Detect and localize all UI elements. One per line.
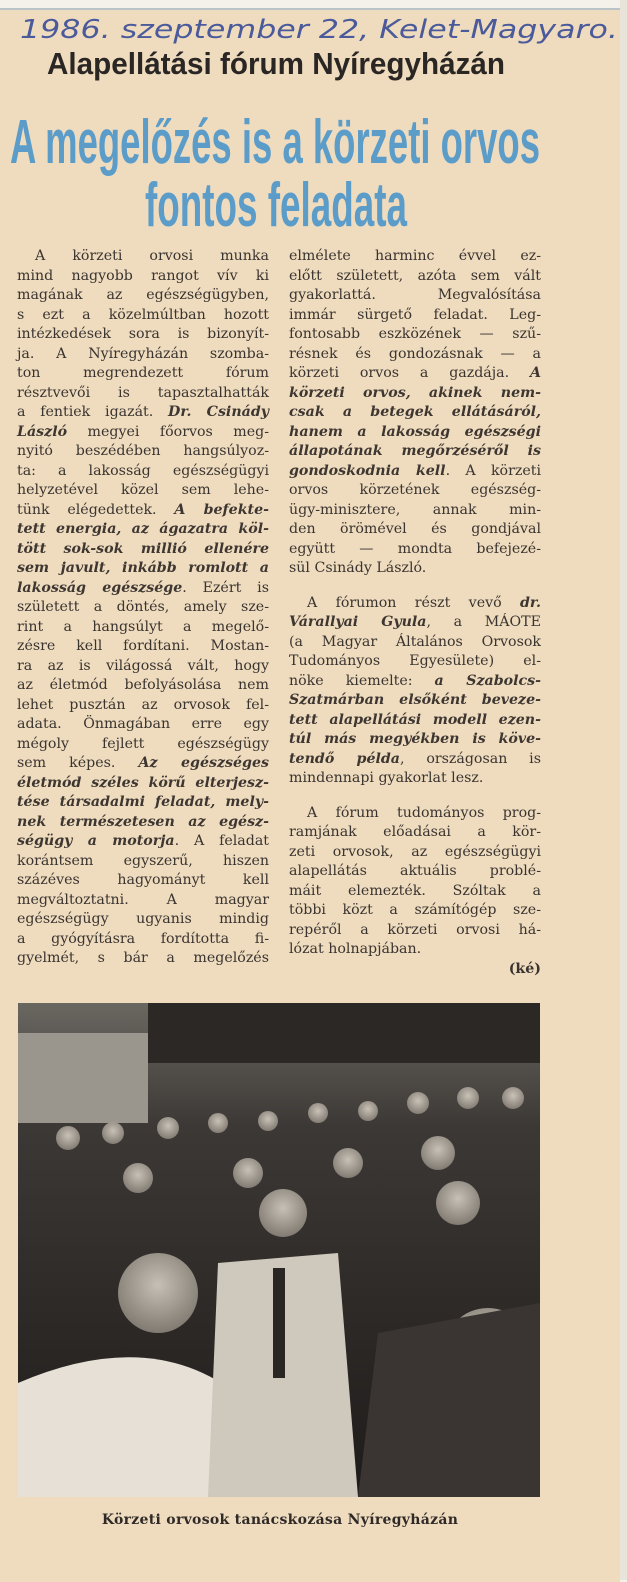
photo-caption: Körzeti orvosok tanácskozása Nyíregyházán	[101, 1512, 459, 1528]
emphasis-text: László	[17, 423, 68, 440]
body-text: résnek és gondozásnak — a	[289, 345, 541, 362]
body-text: többi közt a számítógép sze-	[289, 902, 541, 918]
text-line	[17, 403, 269, 423]
article-column-1	[17, 247, 269, 984]
body-text: egészségügy ugyanis mindig	[17, 911, 269, 927]
body-text: mind nagyobb rangot vív ki	[17, 267, 269, 284]
text-line	[289, 901, 541, 921]
text-line	[17, 715, 269, 735]
emphasis-text: életmód széles körű elterjesz-	[17, 774, 269, 791]
body-text: . A körzeti	[445, 462, 541, 479]
emphasis-text: tendő példa	[289, 750, 400, 767]
text-line	[17, 579, 269, 599]
text-line	[289, 691, 541, 711]
text-line	[17, 735, 269, 755]
body-text: immár sürgető feladat. Leg-	[289, 306, 541, 323]
article-paragraph	[17, 247, 269, 969]
text-line	[17, 696, 269, 716]
emphasis-text: tött sok-sok millió ellenére	[17, 540, 269, 557]
body-text: , a MÁOTE	[426, 614, 541, 630]
text-line	[17, 891, 269, 911]
emphasis-text: tése társadalmi feladat, mely-	[17, 794, 269, 810]
text-line	[289, 403, 541, 423]
body-text: a gyógyításra fordította fi-	[17, 930, 269, 947]
body-text: lehet pusztán az orvosok fel-	[17, 696, 269, 713]
text-line	[17, 598, 269, 618]
text-line	[17, 306, 269, 326]
body-text: elmélete harminc évvel ez-	[289, 248, 541, 264]
body-text: sül Csinády László.	[289, 560, 427, 576]
body-text: a fentiek igazát.	[17, 404, 169, 420]
text-line	[17, 813, 269, 833]
emphasis-text: tett energia, az ágazatra köl-	[17, 521, 269, 537]
text-line	[17, 345, 269, 365]
body-text: . Ezért is	[182, 579, 269, 596]
text-line	[17, 540, 269, 560]
text-line	[17, 247, 269, 267]
emphasis-text: állapotának megőrzéséről is	[289, 443, 541, 459]
body-text: rint a hangsúlyt a megelő-	[17, 618, 269, 635]
emphasis-text: Várallyai Gyula	[289, 614, 427, 630]
body-text: ta: a lakosság egészségügyi	[17, 462, 269, 479]
emphasis-text: tett alapellátási modell ezen-	[289, 711, 541, 728]
text-line	[289, 711, 541, 731]
text-line	[17, 481, 269, 501]
text-line	[289, 750, 541, 770]
body-text: repéről a körzeti orvosi há-	[289, 921, 541, 938]
body-text: mégoly fejlett egészségügy	[17, 735, 269, 752]
article-photo	[18, 1003, 540, 1497]
text-line	[289, 520, 541, 540]
body-text: fontosabb eszközének — szű-	[289, 326, 541, 342]
body-text: orvos körzetének egészség-	[289, 482, 541, 498]
text-line	[17, 384, 269, 404]
body-text: nyitó beszédében hangsúlyoz-	[17, 443, 269, 459]
text-line	[17, 520, 269, 540]
body-text: lózat holnapjában.	[289, 941, 422, 957]
text-line	[17, 949, 269, 969]
emphasis-text: csak a betegek ellátásáról,	[289, 404, 541, 420]
text-line	[17, 910, 269, 930]
body-text: ügy-minisztere, annak min-	[289, 501, 541, 518]
text-line	[289, 384, 541, 404]
article-column-2	[289, 247, 541, 979]
text-line	[289, 843, 541, 863]
text-line	[17, 442, 269, 462]
author-signature: (ké)	[508, 960, 541, 977]
emphasis-text: dr.	[519, 594, 541, 611]
emphasis-text: nek természetesen az egész-	[17, 813, 269, 830]
text-line	[17, 676, 269, 696]
text-line	[289, 652, 541, 672]
text-line	[17, 774, 269, 794]
emphasis-text: ségügy a motorja	[17, 833, 175, 849]
emphasis-text: hanem a lakosság egészségi	[289, 423, 541, 440]
text-line	[17, 462, 269, 482]
body-text: résztvevői is tapasztalhatták	[17, 384, 269, 401]
text-line	[17, 267, 269, 287]
headline-line-2: fontos feladata	[145, 171, 408, 240]
body-text: mindennapi gyakorlat lesz.	[289, 770, 484, 786]
handwritten-note: 1986. szeptember 22, Kelet-Magyaro.	[20, 15, 618, 45]
text-line	[289, 594, 541, 614]
text-line	[289, 462, 541, 482]
text-line	[289, 633, 541, 653]
body-text: A fórumon részt vevő	[307, 594, 520, 611]
body-text: zésre kell fordítani. Mostan-	[17, 638, 269, 654]
emphasis-text: gondoskodnia kell	[289, 462, 446, 479]
body-text: ra az is világossá vált, hogy	[17, 657, 269, 674]
body-text: megváltoztatni. A magyar	[17, 891, 269, 908]
body-text: A körzeti orvosi munka	[35, 248, 269, 264]
body-text: máit elemezték. Szóltak a	[289, 882, 541, 899]
text-line	[17, 286, 269, 306]
body-text: den örömével és gondjával	[289, 521, 541, 537]
text-line	[289, 823, 541, 843]
text-line	[289, 921, 541, 941]
kicker: Alapellátási fórum Nyíregyházán	[47, 46, 505, 81]
emphasis-text: sem javult, inkább romlott a	[17, 560, 269, 576]
text-line	[17, 559, 269, 579]
body-text: intézkedések sora is bizonyít-	[17, 326, 269, 342]
body-text: százéves hagyományt kell	[17, 872, 269, 888]
body-text: született a döntés, amely sze-	[17, 599, 269, 615]
body-text: ramjának előadásai a kör-	[289, 824, 541, 840]
body-text: A fórum tudományos prog-	[307, 804, 541, 821]
body-text: gyakorlattá. Megvalósítása	[289, 287, 541, 303]
text-line	[289, 672, 541, 692]
emphasis-text: túl más megyékben is köve-	[289, 731, 541, 747]
body-text: (a Magyar Általános Orvosok	[289, 633, 541, 650]
text-line	[17, 501, 269, 521]
text-line	[17, 832, 269, 852]
header-graphics	[0, 0, 627, 240]
body-text: együtt — mondta befejezé-	[289, 540, 541, 557]
text-line	[17, 637, 269, 657]
text-line	[289, 940, 541, 960]
text-line	[289, 325, 541, 345]
text-line	[17, 364, 269, 384]
emphasis-text: Dr. Csinády	[168, 404, 269, 420]
text-line	[17, 852, 269, 872]
body-text: ja. A Nyíregyházán szomba-	[17, 345, 269, 362]
text-line	[17, 618, 269, 638]
emphasis-text: lakosság egészsége	[17, 579, 183, 596]
body-text: ton megrendezett fórum	[17, 365, 269, 381]
text-line	[17, 793, 269, 813]
text-line	[17, 930, 269, 950]
text-line	[17, 871, 269, 891]
emphasis-text: a Szabolcs-	[434, 672, 541, 689]
emphasis-text: A befekte-	[174, 501, 269, 518]
emphasis-text: Szatmárban elsőként beveze-	[289, 692, 541, 708]
text-line	[289, 559, 541, 579]
text-line	[17, 657, 269, 677]
text-line	[289, 364, 541, 384]
text-line	[289, 345, 541, 365]
headline-line-1: A megelőzés is a körzeti orvos	[10, 108, 540, 177]
emphasis-text: Az egészséges	[138, 755, 269, 771]
text-line	[289, 247, 541, 267]
text-line	[289, 730, 541, 750]
body-text: alapellátás aktuális problé-	[289, 863, 541, 879]
text-line	[289, 613, 541, 633]
text-line	[289, 481, 541, 501]
body-text: . A feladat	[174, 833, 269, 849]
text-line	[289, 769, 541, 789]
article-paragraph	[289, 594, 541, 789]
text-line	[289, 501, 541, 521]
emphasis-text: körzeti orvos, akinek nem-	[289, 384, 541, 401]
body-text: tünk elégedettek.	[17, 501, 175, 518]
body-text: előtt született, azóta sem vált	[289, 267, 541, 284]
body-text: Tudományos Egyesülete) el-	[289, 653, 541, 669]
text-line	[17, 423, 269, 443]
text-line	[289, 286, 541, 306]
body-text: magának az egészségügyben,	[17, 287, 269, 303]
text-line	[289, 306, 541, 326]
text-line	[17, 754, 269, 774]
text-line	[289, 882, 541, 902]
text-line	[289, 267, 541, 287]
body-text: korántsem egyszerű, hiszen	[17, 852, 269, 869]
body-text: az életmód befolyásolása nem	[17, 677, 269, 693]
body-text: gyelmét, s bár a megelőzés	[17, 950, 269, 966]
text-line	[289, 442, 541, 462]
article-paragraph	[289, 247, 541, 579]
body-text: megyei főorvos meg-	[67, 423, 269, 440]
body-text: , országosan is	[399, 750, 541, 767]
body-text: s ezt a közelmúltban hozott	[17, 306, 269, 323]
body-text: zeti orvosok, az egészségügyi	[289, 843, 541, 860]
article-paragraph	[289, 804, 541, 960]
body-text: körzeti orvos a gazdája.	[289, 365, 530, 381]
text-line	[289, 862, 541, 882]
text-line	[289, 540, 541, 560]
body-text: nöke kiemelte:	[289, 672, 435, 689]
text-line	[289, 423, 541, 443]
body-text: sem képes.	[17, 755, 139, 771]
body-text: adata. Önmagában erre egy	[17, 716, 269, 732]
text-line	[17, 325, 269, 345]
text-line	[289, 804, 541, 824]
body-text: helyzetével közel sem lehe-	[17, 482, 269, 498]
emphasis-text: A	[529, 365, 541, 381]
